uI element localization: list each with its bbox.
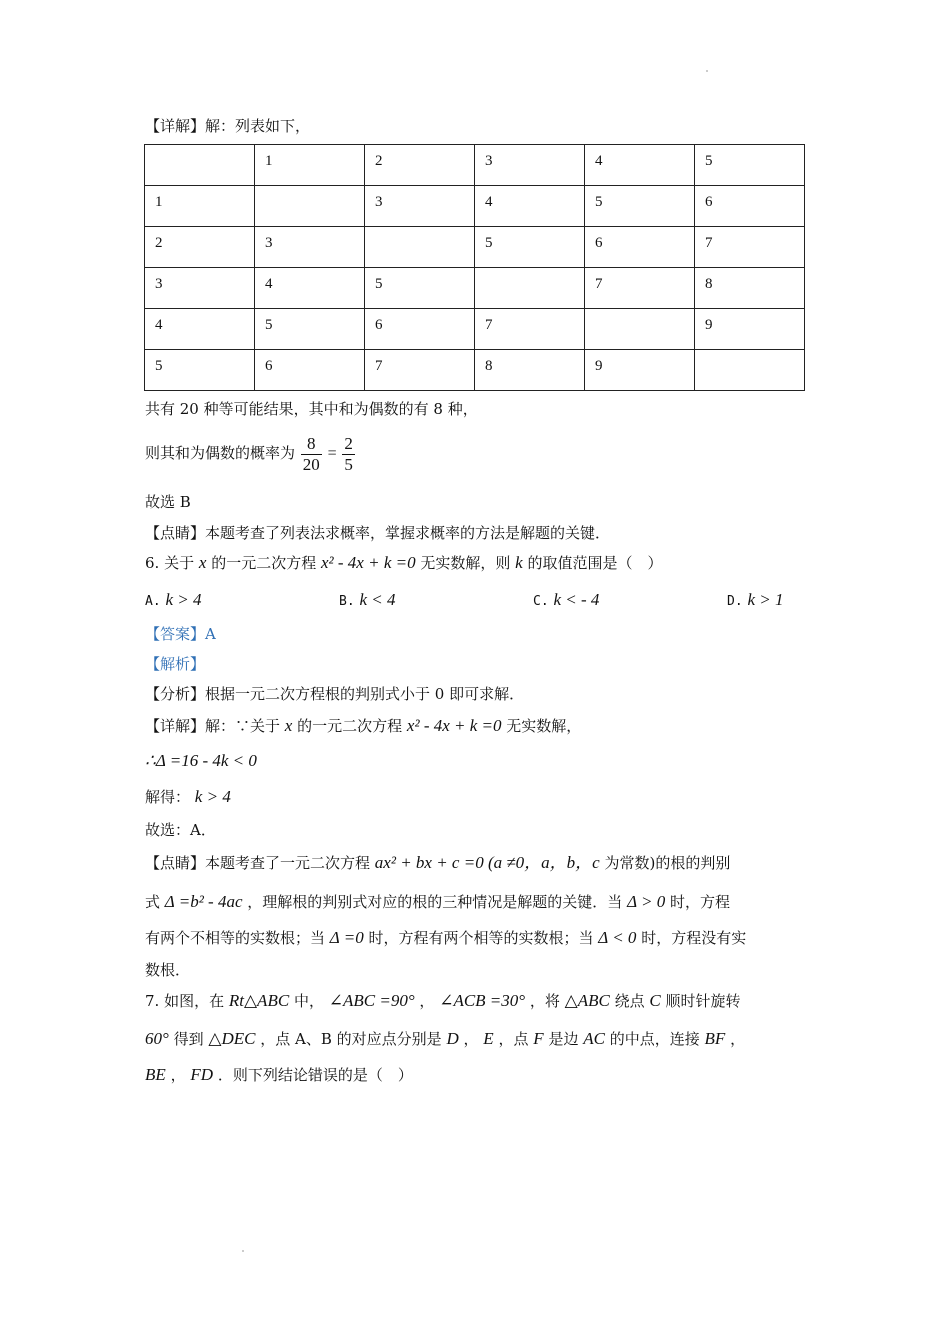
table-cell: 7 [475,309,585,350]
option-expr: k > 4 [165,590,202,609]
delta-inequality: ∴Δ =16 - 4k < 0 [145,751,257,770]
solve-text: 解得： [145,788,191,806]
option-label: C. [533,594,549,609]
comment-q6-line4: 数根． [145,961,191,979]
table-cell: 7 [585,268,695,309]
comment-equation: Δ =0 [329,928,364,947]
table-cell: 6 [255,350,365,391]
table-cell: 9 [695,309,805,350]
table-cell [145,145,255,186]
option-label: D. [727,594,743,609]
comment-q6-line3 [145,928,746,948]
q7-math: △DEC [208,1029,256,1048]
answer-label: 【答案】A [145,625,216,643]
table-cell [365,227,475,268]
table-cell [695,350,805,391]
comment-q6-line2 [145,892,730,912]
fraction-2-5 [342,434,355,475]
detail-equation: x² - 4x + k =0 [406,716,502,735]
q7-text: 得到 [173,1030,204,1048]
comment-equation: Δ =b² - 4ac [164,892,243,911]
q7-text: 是边 [548,1030,579,1048]
q6-var-k: k [515,553,523,572]
comment-text: 为常数)的根的判别 [604,854,731,872]
option-expr: k < 4 [359,590,396,609]
scan-mark-bottom [242,1250,244,1252]
detail-intro: 【详解】解：列表如下， [145,117,311,135]
fraction-denominator: 5 [344,454,353,474]
option-expr: k < - 4 [553,590,600,609]
q7-text: ， [419,992,435,1010]
table-cell: 6 [695,186,805,227]
fraction-8-20 [301,434,322,475]
q7-text: 7. 如图，在 [145,992,225,1010]
comment-text: 【点睛】本题考查了一元二次方程 [145,854,371,872]
q7-text: 绕点 [614,992,645,1010]
q7-text: ，点 [498,1030,529,1048]
q7-text: 的中点，连接 [609,1030,700,1048]
solve-expr: k > 4 [194,787,231,806]
q7-math: E [483,1029,494,1048]
option-label: B. [339,594,355,609]
option-c [533,590,599,610]
q7-text: 顺时针旋转 [665,992,741,1010]
q7-math: D [446,1029,459,1048]
comment-equation: ax² + bx + c =0 (a ≠0，a，b，c [374,853,600,872]
comment-text: 时，方程有两个相等的实数根；当 [368,929,594,947]
option-a [145,590,201,610]
q6-var-x: x [198,553,207,572]
question-7-line1 [145,991,741,1011]
table-cell: 7 [695,227,805,268]
delta-line [145,751,257,771]
detail-line [145,716,581,736]
option-label: A. [145,594,161,609]
option-expr: k > 1 [747,590,784,609]
q7-math: AC [583,1029,605,1048]
q7-text: ， [463,1030,479,1048]
table-cell: 7 [365,350,475,391]
comment-equation: Δ < 0 [598,928,637,947]
table-cell: 5 [145,350,255,391]
solve-line [145,787,231,807]
comment-text: 时，方程没有实 [641,929,747,947]
table-cell: 4 [145,309,255,350]
table-cell: 6 [585,227,695,268]
q7-text: ， [170,1066,186,1084]
table-cell: 8 [695,268,805,309]
comment-text: 时，方程 [670,893,731,911]
table-cell: 2 [365,145,475,186]
equals-sign: = [327,445,337,462]
q7-math: BE [145,1065,166,1084]
q7-math: FD [190,1065,214,1084]
option-b [339,590,395,610]
analysis-label: 【解析】 [145,655,206,673]
q6-text: 无实数解，则 [420,554,511,572]
q7-math: Rt△ABC [228,991,290,1010]
detail-var-x: x [284,716,293,735]
table-cell: 4 [475,186,585,227]
table-cell [255,186,365,227]
table-cell: 4 [585,145,695,186]
table-cell: 1 [145,186,255,227]
table-cell: 3 [255,227,365,268]
comment-text: 式 [145,893,161,911]
q6-text: 的一元二次方程 [211,554,317,572]
table-cell: 3 [475,145,585,186]
q7-text: ，将 [529,992,560,1010]
table-cell: 5 [255,309,365,350]
q7-text: ．则下列结论错误的是（ ） [217,1066,413,1084]
table-cell: 5 [585,186,695,227]
scan-mark-top [706,70,708,72]
table-cell: 3 [145,268,255,309]
table-cell: 5 [475,227,585,268]
comment-q6-line1 [145,853,730,873]
fraction-denominator: 20 [302,454,320,474]
q6-equation: x² - 4x + k =0 [321,553,416,572]
detail-text: 的一元二次方程 [297,717,403,735]
q7-text: 中， [293,992,324,1010]
table-row [145,309,805,350]
probability-line [145,428,356,479]
table-cell [475,268,585,309]
total-outcomes: 共有 20 种等可能结果，其中和为偶数的有 8 种， [145,400,478,418]
q6-text: 的取值范围是（ ） [527,554,663,572]
question-7-line3 [145,1065,413,1085]
comment-equation: Δ > 0 [627,892,666,911]
q7-math: ∠ACB =30° [439,991,526,1010]
analysis-line: 【分析】根据一元二次方程根的判别式小于 0 即可求解． [145,685,525,703]
table-row [145,350,805,391]
table-cell: 4 [255,268,365,309]
fraction-numerator: 8 [307,433,316,453]
table-row [145,227,805,268]
detail-text: 无实数解， [506,717,582,735]
question-6 [145,553,663,573]
table-row [145,268,805,309]
detail-text: 【详解】解：∵关于 [145,717,281,735]
table-cell: 5 [365,268,475,309]
sum-table [144,144,805,391]
q7-math: BF [704,1029,726,1048]
table-cell: 9 [585,350,695,391]
question-7-line2 [145,1029,745,1049]
q7-math: △ABC [564,991,610,1010]
q7-math: F [533,1029,544,1048]
probability-text: 则其和为偶数的概率为 [145,444,296,462]
table-cell: 3 [365,186,475,227]
choose-a: 故选：A． [145,821,216,839]
q7-math: 60° [145,1029,169,1048]
table-cell: 2 [145,227,255,268]
table-cell: 1 [255,145,365,186]
table-cell: 6 [365,309,475,350]
q7-text: ，点 A、B 的对应点分别是 [260,1030,442,1048]
comment-q5: 【点睛】本题考查了列表法求概率，掌握求概率的方法是解题的关键． [145,524,611,542]
comment-text: 有两个不相等的实数根；当 [145,929,326,947]
q7-math: C [649,991,661,1010]
table-row [145,186,805,227]
choose-b: 故选 B [145,493,191,511]
table-header-row [145,145,805,186]
q7-math: ∠ABC =90° [328,991,415,1010]
table-cell [585,309,695,350]
fraction-numerator: 2 [344,433,353,453]
option-d [727,590,783,610]
table-cell: 5 [695,145,805,186]
q6-text: 6. 关于 [145,554,195,572]
comment-text: ，理解根的判别式对应的根的三种情况是解题的关键．当 [247,893,623,911]
table-cell: 8 [475,350,585,391]
q7-text: ， [730,1030,746,1048]
